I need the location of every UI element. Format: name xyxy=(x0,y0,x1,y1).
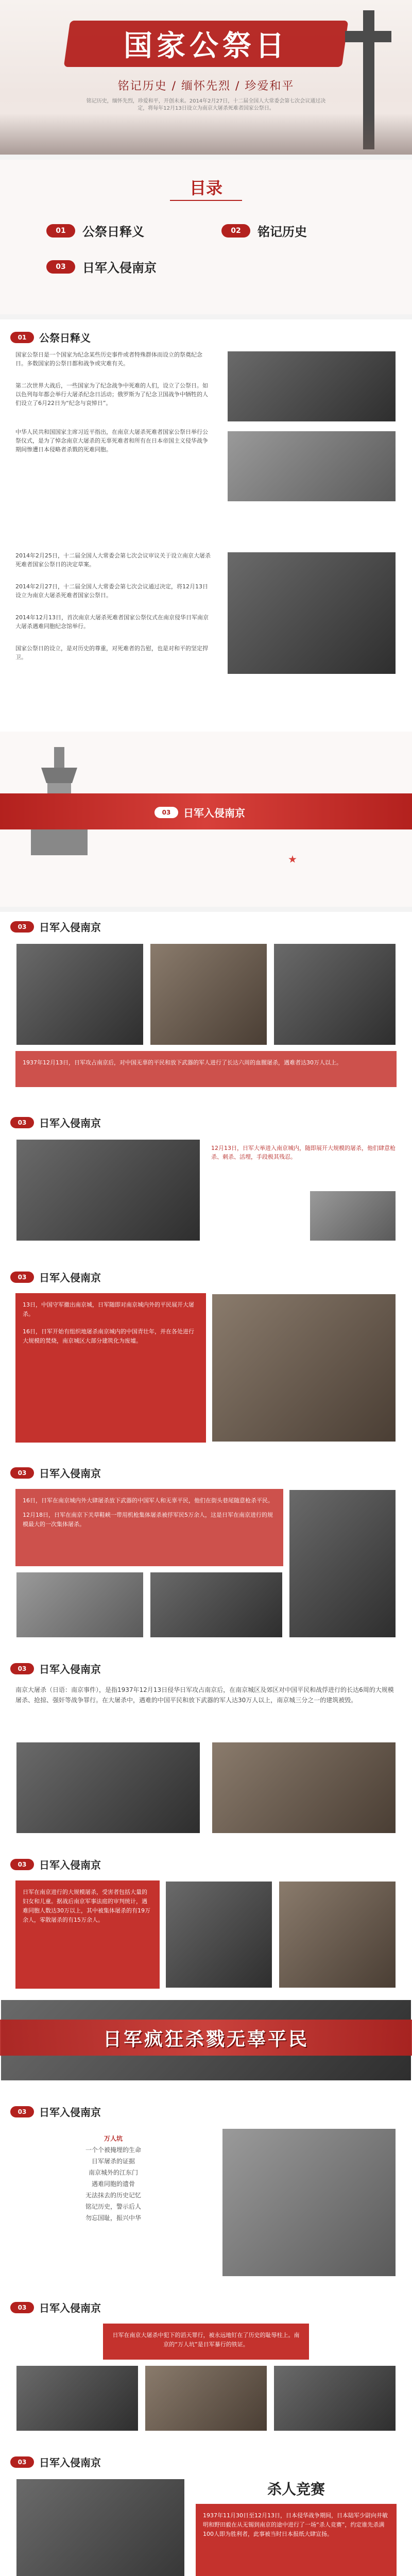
caption-title: 日军疯狂杀戮无辜平民 xyxy=(102,2029,309,2050)
text-box: 1937年11月30日至12月13日，日本侵华战争期间，日本陆军少尉向井敏明和野田毅在从无锡到南京的途中进行了一场“杀人竞赛”，约定谁先杀满100人即为胜利者，此事被当时日本报纸大肆宣扬。 xyxy=(196,2504,397,2576)
history-photo xyxy=(288,1489,397,1638)
history-photo xyxy=(211,1293,397,1443)
list-item: 勿忘国耻，振兴中华 xyxy=(85,2214,141,2222)
slide-invasion-9 xyxy=(0,2447,412,2576)
list-item: 一个个被掩埋的生命 xyxy=(85,2146,141,2154)
section-header xyxy=(10,1269,101,1284)
toc-number: 03 xyxy=(46,260,75,274)
history-photo xyxy=(165,1880,273,1989)
section-header xyxy=(154,805,245,820)
text-box xyxy=(15,1489,283,1566)
toc-item[interactable] xyxy=(46,222,144,240)
text-box xyxy=(15,1293,206,1443)
section-number: 03 xyxy=(10,2456,34,2468)
paragraph: 12月18日，日军在南京下关草鞋峡一带用机枪集体屠杀被俘军民5万余人，这是日军在南京进行的规模最大的一次集体屠杀。 xyxy=(23,1512,273,1528)
section-title: 日军入侵南京 xyxy=(39,2302,101,2314)
history-photo xyxy=(273,2365,397,2432)
section-title: 日军入侵南京 xyxy=(39,2456,101,2469)
history-photo xyxy=(221,2128,397,2277)
list-item: 万人坑 xyxy=(104,2135,123,2142)
cover-slide xyxy=(0,0,412,155)
history-photo xyxy=(309,1190,397,1242)
slide-invasion-6 xyxy=(0,1850,412,2097)
toc-label: 铭记历史 xyxy=(258,225,307,239)
section-header xyxy=(10,1115,101,1130)
slide-invasion-1 xyxy=(0,912,412,1108)
list xyxy=(31,2133,196,2224)
list-item: 遇难同胞的遗骨 xyxy=(91,2180,135,2188)
memorial-photo xyxy=(227,430,397,502)
section-number: 03 xyxy=(10,1272,34,1283)
section-header xyxy=(10,330,91,345)
history-photo xyxy=(15,2478,185,2576)
section-title: 日军入侵南京 xyxy=(39,2106,101,2119)
history-photo xyxy=(211,1741,397,1834)
section-title: 日军入侵南京 xyxy=(39,1859,101,1871)
history-photo xyxy=(273,943,397,1046)
history-photo xyxy=(15,2365,139,2432)
history-photo xyxy=(278,1880,397,1989)
section-number: 03 xyxy=(154,807,178,818)
section-title: 日军入侵南京 xyxy=(39,1467,101,1480)
toc-label: 日军入侵南京 xyxy=(82,261,157,275)
section-number: 03 xyxy=(10,2106,34,2117)
star-icon xyxy=(288,855,297,863)
history-photo xyxy=(15,943,144,1046)
section-title: 日军入侵南京 xyxy=(39,921,101,934)
slide-timeline xyxy=(0,546,412,732)
cover-subtitle: 铭记历史 / 缅怀先烈 / 珍爱和平 xyxy=(117,80,295,93)
section-title: 日军入侵南京 xyxy=(39,1272,101,1284)
slide-invasion-3 xyxy=(0,1262,412,1458)
paragraph: 中华人民共和国国家主席习近平指出，在南京大屠杀死难者国家公祭日举行公祭仪式，是为了悼念南京大屠杀的无辜死难者和所有在日本帝国主义侵华战争期间惨遭日本侵略者杀戮的死难同胞。 xyxy=(15,429,208,453)
toc-item[interactable] xyxy=(46,258,157,276)
toc-number: 02 xyxy=(221,224,250,238)
slide-invasion-4 xyxy=(0,1458,412,1654)
section-header xyxy=(10,2104,101,2119)
toc-item[interactable] xyxy=(221,222,307,240)
slide-invasion-2 xyxy=(0,1108,412,1262)
paragraph: 12月13日，日军大举进入南京城内，随即展开大规模的屠杀，他们肆意枪杀、刺杀、活埋，手段极其残忍。 xyxy=(211,1145,396,1160)
section-header xyxy=(10,2454,101,2469)
paragraph: 13日，中国守军撤出南京城，日军随即对南京城内外的平民展开大屠杀。 xyxy=(23,1301,194,1317)
section-number: 03 xyxy=(10,1117,34,1128)
section-title: 日军入侵南京 xyxy=(39,1117,101,1129)
section-number: 03 xyxy=(10,1663,34,1674)
paragraph: 2014年2月25日，十二届全国人大常委会第七次会议审议关于设立南京大屠杀死难者国家公祭日的决定草案。 xyxy=(15,552,211,568)
list-item: 无法抹去的历史记忆 xyxy=(85,2192,141,2199)
ruins-image xyxy=(0,113,412,155)
history-photo xyxy=(15,1741,201,1834)
memorial-photo xyxy=(227,551,397,675)
section-title: 日军入侵南京 xyxy=(39,1663,101,1675)
text-box: 日军在南京大屠杀中犯下的滔天罪行，被永远地钉在了历史的耻辱柱上。南京的“万人坑”是日军暴行的铁证。 xyxy=(103,2324,309,2360)
section-title: 公祭日释义 xyxy=(39,332,91,344)
section-header xyxy=(10,1465,101,1480)
section-header xyxy=(10,1661,101,1676)
history-photo xyxy=(15,1139,201,1242)
section-header xyxy=(10,2300,101,2315)
section-number: 03 xyxy=(10,921,34,933)
section-number: 03 xyxy=(10,1467,34,1479)
list-item: 铭记历史，警示后人 xyxy=(85,2203,141,2210)
cover-title: 国家公祭日 xyxy=(124,29,288,63)
section-title: 日军入侵南京 xyxy=(183,807,245,819)
slide-invasion-5 xyxy=(0,1654,412,1850)
slide-invasion-8 xyxy=(0,2293,412,2447)
paragraph: 国家公祭日的设立，是对历史的尊重，对死难者的告慰，也是对和平的坚定捍卫。 xyxy=(15,645,208,660)
paragraph: 2014年12月13日，首次南京大屠杀死难者国家公祭仪式在南京侵华日军南京大屠杀遇难同胞纪念馆举行。 xyxy=(15,614,209,630)
caption-box: 1937年12月13日，日军攻占南京后，对中国无辜的平民和放下武器的军人进行了长达六周的血腥屠杀，遇难者达30万人以上。 xyxy=(15,1051,397,1087)
history-photo xyxy=(144,2365,268,2432)
section-header xyxy=(10,919,101,934)
section-number: 03 xyxy=(10,2302,34,2313)
toc-number: 01 xyxy=(46,224,75,238)
memorial-photo xyxy=(227,350,397,422)
slide-invasion-7 xyxy=(0,2097,412,2293)
cover-blurb: 铭记历史，缅怀先烈，珍爱和平，开创未来。2014年2月27日，十二届全国人大常委会第七次会议通过决定，将每年12月13日设立为南京大屠杀死难者国家公祭日。 xyxy=(86,98,326,111)
paragraph: 16日，日军在南京城内外大肆屠杀放下武器的中国军人和无辜平民，他们在街头巷尾随意枪杀平民。 xyxy=(23,1497,273,1504)
paragraph: 国家公祭日是一个国家为纪念某些历史事件或者特殊群体而设立的祭奠纪念日。多数国家的公祭日都和战争或灾难有关。 xyxy=(15,351,202,367)
paragraph: 16日，日军开始有组织地屠杀南京城内的中国青壮年，并在各处进行大规模的焚烧，南京城区大部分建筑化为废墟。 xyxy=(23,1328,194,1344)
history-photo xyxy=(149,1571,283,1638)
history-photo xyxy=(149,943,268,1046)
divider xyxy=(170,200,242,201)
toc-title: 目录 xyxy=(189,178,222,198)
toc-label: 公祭日释义 xyxy=(82,225,144,239)
section-header xyxy=(10,1857,101,1872)
list-item: 南京城外的江东门 xyxy=(88,2169,138,2176)
text-box: 日军在南京进行的大规模屠杀，受害者包括大量的妇女和儿童。据战后南京军事法庭的审判统计，遇难同胞人数达30万以上，其中被集体屠杀的有19万余人，零散屠杀的有15万余人。 xyxy=(15,1880,160,1989)
section-number: 03 xyxy=(10,1859,34,1870)
list-item: 日军屠杀的证据 xyxy=(91,2158,135,2165)
slide-heading: 杀人竞赛 xyxy=(267,2481,325,2498)
paragraph: 第二次世界大战后，一些国家为了纪念战争中死难的人们，设立了公祭日。如以色列每年都会举行大屠杀纪念日活动；俄罗斯为了纪念卫国战争中牺牲的人们设立了6月22日为“纪念与哀悼日”。 xyxy=(15,382,208,406)
section-number: 01 xyxy=(10,332,34,343)
paragraph: 2014年2月27日，十二届全国人大常委会第七次会议通过决定，将12月13日设立为南京大屠杀死难者国家公祭日。 xyxy=(15,583,208,599)
slide-section-banner xyxy=(0,732,412,907)
slide-definition xyxy=(0,319,412,546)
history-photo xyxy=(15,1571,144,1638)
paragraph: 南京大屠杀（日语：南京事件），是指1937年12月13日侵华日军攻占南京后，在南京城区及郊区对中国平民和战俘进行的长达6周的大规模屠杀、抢掠、强奸等战争罪行。在大屠杀中，遇难的中国平民和放下武器的军人达30万人以上，南京城三分之一的建筑被毁。 xyxy=(15,1686,394,1704)
toc-slide xyxy=(0,160,412,314)
